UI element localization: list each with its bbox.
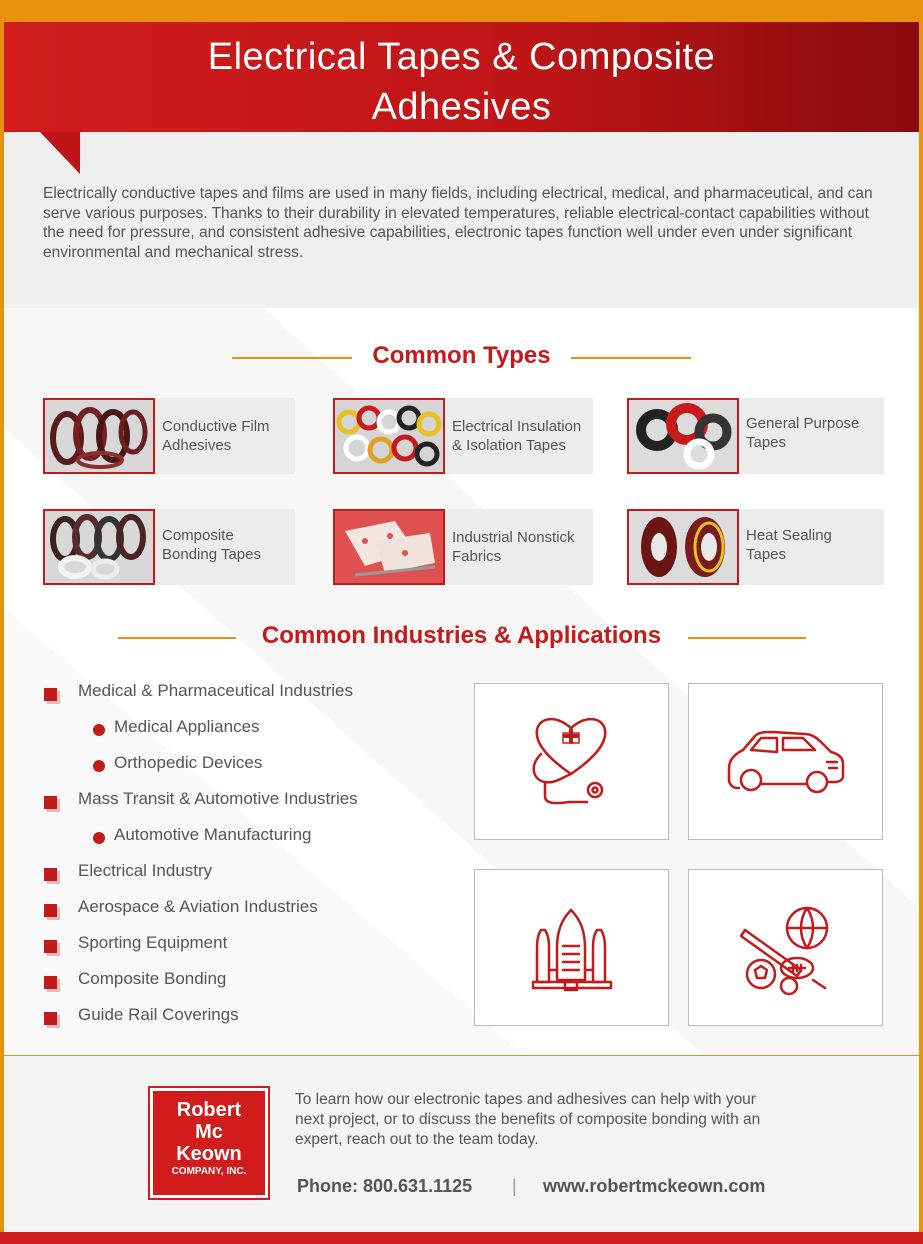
website-link[interactable]: www.robertmckeown.com [543, 1176, 766, 1196]
heading-rule-right [571, 357, 691, 359]
bullet-square-icon [44, 868, 57, 881]
composite-bonding-image [43, 509, 155, 585]
medical-icon-box [474, 683, 669, 840]
bullet-square-icon [44, 1012, 57, 1025]
bullet-square-icon [44, 976, 57, 989]
space-shuttle-icon [475, 870, 668, 1025]
bottom-border [0, 1232, 923, 1244]
aerospace-icon-box [474, 869, 669, 1026]
header-banner [4, 22, 919, 132]
industries-heading: Common Industries & Applications [0, 622, 923, 650]
bullet-square-icon [44, 796, 57, 809]
bullet-square-icon [44, 940, 57, 953]
electrical-insulation-image [333, 398, 445, 474]
type-card-electrical-insulation[interactable]: Electrical Insulation & Isolation Tapes [333, 398, 593, 474]
type-card-conductive-film[interactable]: Conductive Film Adhesives [43, 398, 295, 474]
header-tail [40, 132, 80, 174]
heat-sealing-image [627, 509, 739, 585]
page-title: Electrical Tapes & Composite Adhesives [207, 36, 716, 128]
industrial-nonstick-image [333, 509, 445, 585]
bullet-square-icon [44, 688, 57, 701]
type-card-industrial-nonstick[interactable]: Industrial Nonstick Fabrics [333, 509, 593, 585]
bullet-square-icon [44, 904, 57, 917]
bullet-dot-icon [93, 724, 105, 736]
company-logo[interactable]: Robert Mc Keown COMPANY, INC. [150, 1088, 268, 1198]
common-types-heading: Common Types [0, 342, 923, 370]
automotive-icon-box [688, 683, 883, 840]
type-card-heat-sealing[interactable]: Heat Sealing Tapes [627, 509, 884, 585]
heading-rule-right [688, 637, 806, 639]
heart-stethoscope-icon [475, 684, 668, 839]
intro-section [4, 132, 919, 308]
phone-number[interactable]: Phone: 800.631.1125 [297, 1176, 473, 1196]
car-icon [689, 684, 882, 839]
sports-icon-box [688, 869, 883, 1026]
intro-text: Electrically conductive tapes and films are used in many fields, including electrical, medical, and pharmaceutical, and can serve various purposes. Thanks to their durability in elevated temperatures, reliable electrical-contact capabilities without the need for pressure, and consistent adhesive capabilities, electronic tapes function well under even under significant environmental and mechanical stress. [43, 185, 873, 261]
general-purpose-image [627, 398, 739, 474]
conductive-film-image [43, 398, 155, 474]
top-border [0, 0, 923, 22]
contact-separator: | [512, 1176, 517, 1196]
bullet-dot-icon [93, 760, 105, 772]
call-to-action-text: To learn how our electronic tapes and adhesives can help with your next project, or to discuss the benefits of composite bonding with an expert, reach out to the team today. [295, 1091, 761, 1148]
sports-equipment-icon [689, 870, 882, 1025]
heading-rule-left [118, 637, 236, 639]
bullet-dot-icon [93, 832, 105, 844]
type-card-general-purpose[interactable]: General Purpose Tapes [627, 398, 884, 474]
type-card-composite-bonding[interactable]: Composite Bonding Tapes [43, 509, 295, 585]
heading-rule-left [232, 357, 352, 359]
